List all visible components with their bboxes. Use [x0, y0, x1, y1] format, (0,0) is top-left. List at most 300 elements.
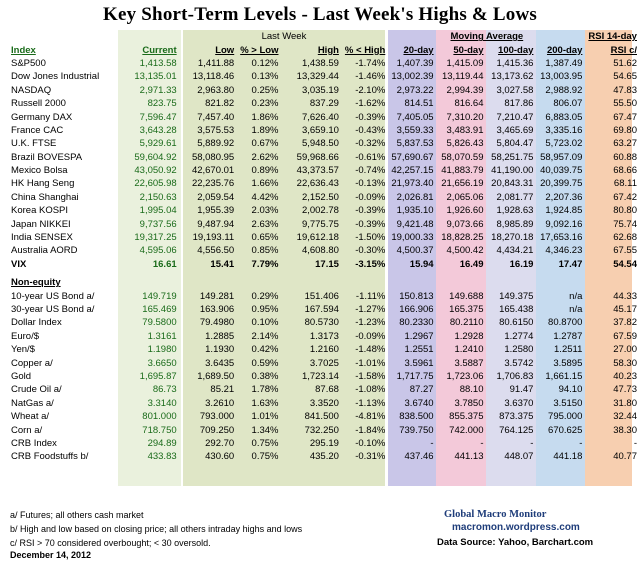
pct-above-low: 0.95% — [251, 304, 279, 315]
pct-below-high: -0.13% — [355, 178, 386, 190]
ma20-value: 3.5961 — [404, 357, 434, 369]
pct-above-low: 1.34% — [251, 424, 279, 436]
table-row — [8, 84, 640, 97]
ma20-value: 1,717.75 — [396, 370, 434, 382]
ma200-value: 6,883.05 — [545, 111, 583, 123]
current-value: 3.3140 — [147, 397, 177, 409]
ma100-value: 149.375 — [499, 290, 534, 302]
pct-above-low: 0.85% — [251, 245, 279, 257]
ma100-value: 1.2580 — [504, 344, 534, 356]
pct-above-low: 1.89% — [251, 124, 279, 136]
header-current: Current — [142, 44, 177, 56]
ma100-value: 1,415.36 — [496, 57, 534, 69]
ma20-value: 15.94 — [409, 258, 434, 270]
ma50-value: 18,828.25 — [441, 232, 484, 244]
ma200-value: 3,335.16 — [545, 124, 583, 136]
low-value: 4,556.50 — [197, 245, 235, 257]
current-value: 718.750 — [142, 424, 177, 436]
ma100-value: 8,985.89 — [496, 218, 534, 230]
ma100-value: 3,027.58 — [496, 84, 534, 96]
table-row — [8, 330, 640, 343]
low-value: 13,118.46 — [192, 71, 235, 83]
high-value: 3.7025 — [309, 357, 339, 369]
low-value: 5,889.92 — [197, 138, 235, 150]
index-name: Brazil BOVESPA — [11, 151, 83, 163]
high-value: 5,948.50 — [301, 138, 339, 150]
footnote-c: c/ RSI > 70 considered overbought; < 30 oversold. — [10, 538, 211, 548]
low-value: 3.6435 — [205, 357, 235, 369]
ma200-value: 17,653.16 — [540, 232, 583, 244]
pct-below-high: -1.27% — [355, 304, 386, 315]
ma200-value: 3.5150 — [553, 397, 583, 409]
footnote-b: b/ High and low based on closing price; all others intraday highs and lows — [10, 524, 303, 534]
index-name: Crude Oil a/ — [11, 384, 62, 396]
ma200-value: 795.000 — [548, 411, 583, 423]
current-value: 801.000 — [142, 411, 177, 423]
levels-table — [8, 30, 640, 464]
table-row — [8, 316, 640, 329]
ma50-value: 1.2928 — [454, 330, 484, 342]
ma200-value: 94.10 — [558, 384, 583, 396]
pct-below-high: -0.39% — [355, 218, 386, 230]
pct-above-low: 1.78% — [251, 384, 279, 396]
rsi-value: 47.83 — [613, 84, 637, 96]
ma100-value: 5,804.47 — [496, 138, 534, 150]
ma200-value: 1,661.15 — [545, 370, 583, 382]
current-value: 3,643.28 — [139, 124, 177, 136]
current-value: 149.719 — [142, 290, 177, 302]
table-row — [8, 124, 640, 137]
pct-above-low: 1.86% — [251, 111, 279, 123]
high-value: 2,152.50 — [301, 191, 339, 203]
pct-below-high: -4.81% — [355, 411, 386, 423]
pct-below-high: -1.74% — [355, 57, 386, 69]
ma50-value: 1,415.09 — [446, 57, 484, 69]
ma200-value: n/a — [569, 290, 583, 302]
ma50-value: 3.7850 — [454, 397, 484, 409]
header-high: High — [317, 44, 339, 56]
header-index: Index — [11, 44, 36, 56]
high-value: 3,035.19 — [301, 84, 339, 96]
ma20-value: 7,405.05 — [396, 111, 434, 123]
low-value: 7,457.40 — [197, 111, 235, 123]
index-name: U.K. FTSE — [11, 138, 57, 150]
pct-below-high: -0.39% — [355, 111, 386, 123]
low-value: 709.250 — [199, 424, 235, 436]
report-date: December 14, 2012 — [10, 550, 92, 560]
rsi-value: 37.82 — [613, 317, 637, 329]
low-value: 163.906 — [199, 304, 235, 315]
low-value: 430.60 — [205, 451, 235, 463]
rsi-value: 75.74 — [613, 218, 637, 230]
high-value: 4,608.80 — [301, 245, 339, 257]
high-value: 59,968.66 — [296, 151, 339, 163]
ma100-value: 448.07 — [504, 451, 534, 463]
ma50-value: 16.49 — [459, 258, 484, 270]
table-row — [8, 204, 640, 217]
pct-below-high: -0.09% — [355, 330, 386, 342]
current-value: 4,595.06 — [139, 245, 177, 257]
low-value: 3.2610 — [205, 397, 235, 409]
rsi-value: 68.11 — [613, 178, 637, 190]
table-row — [8, 151, 640, 164]
ma20-value: 57,690.67 — [391, 151, 434, 163]
ma20-value: 4,500.37 — [396, 245, 434, 257]
rsi-value: 60.88 — [613, 151, 637, 163]
pct-above-low: 0.12% — [251, 57, 279, 69]
ma100-value: 817.86 — [504, 98, 534, 110]
rsi-value: 44.33 — [613, 290, 637, 302]
high-value: 87.68 — [315, 384, 339, 396]
index-name: NatGas a/ — [11, 397, 54, 409]
low-value: 793.000 — [199, 411, 235, 423]
current-value: 9,737.56 — [139, 218, 177, 230]
ma200-value: 806.07 — [553, 98, 583, 110]
pct-above-low: 0.89% — [251, 165, 279, 177]
header-ma50: 50-day — [453, 44, 484, 56]
current-value: 1,695.87 — [139, 370, 177, 382]
low-value: 58,080.95 — [191, 151, 235, 163]
last-week-group-label: Last Week — [261, 31, 307, 43]
low-value: 2,059.54 — [197, 191, 235, 203]
brand-site: macromon.wordpress.com — [452, 522, 580, 533]
header-low: Low — [215, 44, 235, 56]
pct-below-high: -1.08% — [355, 384, 386, 396]
current-value: 165.469 — [142, 304, 177, 315]
pct-below-high: -0.31% — [355, 451, 386, 463]
vix-row — [8, 258, 640, 271]
table-row — [8, 177, 640, 190]
pct-above-low: 0.23% — [251, 98, 279, 110]
table-row — [8, 164, 640, 177]
index-name: Yen/$ — [11, 344, 35, 356]
high-value: 3,659.10 — [301, 124, 339, 136]
section-row — [8, 276, 640, 289]
ma100-value: 1.2774 — [504, 330, 534, 342]
current-value: 86.73 — [152, 384, 177, 396]
ma200-value: 4,346.23 — [545, 245, 583, 257]
ma100-value: 18,270.18 — [491, 232, 534, 244]
ma50-value: 2,994.39 — [446, 84, 484, 96]
ma20-value: - — [430, 437, 434, 449]
low-value: 1.2885 — [205, 330, 235, 342]
ma100-value: 3,465.69 — [496, 124, 534, 136]
rsi-value: 54.54 — [613, 258, 637, 270]
rsi-value: 67.47 — [613, 111, 637, 123]
ma200-value: 1.2511 — [554, 344, 583, 356]
ma200-value: 1,387.49 — [545, 57, 583, 69]
rsi-group-label: RSI 14-day — [588, 31, 637, 43]
index-name: HK Hang Seng — [11, 178, 75, 190]
index-name: Copper a/ — [11, 357, 53, 369]
table-row — [8, 410, 640, 423]
ma20-value: 80.2330 — [399, 317, 434, 329]
moving-average-group-label: Moving Average — [450, 31, 524, 43]
index-name: China Shanghai — [11, 191, 79, 203]
rsi-value: 38.30 — [613, 424, 637, 436]
index-name: Gold — [11, 370, 32, 382]
rsi-value: 54.65 — [613, 71, 637, 83]
ma50-value: 21,656.19 — [441, 178, 484, 190]
ma20-value: 1,935.10 — [396, 205, 434, 217]
ma100-value: 764.125 — [499, 424, 534, 436]
pct-above-low: 4.42% — [251, 191, 279, 203]
index-name: CRB Index — [11, 437, 57, 449]
pct-above-low: 1.63% — [251, 397, 279, 409]
high-value: 1.2160 — [309, 344, 339, 356]
current-value: 7,596.47 — [139, 111, 177, 123]
table-row — [8, 231, 640, 244]
high-value: 841.500 — [304, 411, 339, 423]
current-value: 59,604.92 — [134, 151, 177, 163]
ma100-value: 91.47 — [509, 384, 534, 396]
low-value: 821.82 — [205, 98, 235, 110]
ma20-value: 1.2551 — [404, 344, 434, 356]
rsi-value: 62.68 — [613, 232, 637, 244]
pct-below-high: -1.50% — [355, 232, 386, 244]
table-row — [8, 244, 640, 257]
ma20-value: 9,421.48 — [396, 218, 434, 230]
current-value: 16.61 — [152, 258, 177, 270]
rsi-value: 31.80 — [613, 397, 637, 409]
header-ma100: 100-day — [498, 44, 534, 56]
ma200-value: 17.47 — [558, 258, 583, 270]
ma200-value: 2,207.36 — [545, 191, 583, 203]
index-name: 10-year US Bond a/ — [11, 290, 95, 302]
ma50-value: 80.2110 — [449, 317, 484, 329]
pct-above-low: 2.62% — [251, 151, 279, 163]
low-value: 42,670.01 — [191, 165, 235, 177]
current-value: 1.3161 — [147, 330, 177, 342]
pct-below-high: -1.23% — [355, 317, 386, 329]
high-value: 19,612.18 — [296, 232, 339, 244]
ma100-value: 41,190.00 — [491, 165, 534, 177]
ma20-value: 21,973.40 — [391, 178, 434, 190]
rsi-value: 55.50 — [613, 98, 637, 110]
index-name: Australia AORD — [11, 245, 78, 257]
ma20-value: 739.750 — [399, 424, 434, 436]
pct-above-low: 2.63% — [251, 218, 279, 230]
pct-above-low: 1.01% — [251, 411, 279, 423]
ma20-value: 166.906 — [399, 304, 434, 315]
pct-below-high: -0.10% — [355, 437, 386, 449]
pct-below-high: -3.15% — [355, 258, 386, 270]
ma200-value: 40,039.75 — [540, 165, 583, 177]
ma200-value: 9,092.16 — [545, 218, 583, 230]
ma20-value: 838.500 — [399, 411, 434, 423]
table-row — [8, 97, 640, 110]
ma100-value: 20,843.31 — [491, 178, 534, 190]
ma100-value: 873.375 — [499, 411, 534, 423]
header-pct-low: % > Low — [240, 44, 279, 56]
pct-below-high: -0.30% — [355, 245, 386, 257]
ma100-value: 3.5742 — [504, 357, 534, 369]
ma200-value: 80.8700 — [548, 317, 583, 329]
rsi-value: 40.77 — [613, 451, 637, 463]
low-value: 1,689.50 — [197, 370, 235, 382]
ma200-value: n/a — [569, 304, 583, 315]
ma200-value: - — [579, 437, 583, 449]
ma50-value: 742.000 — [449, 424, 484, 436]
ma50-value: 7,310.20 — [446, 111, 484, 123]
pct-above-low: 0.75% — [251, 437, 279, 449]
non-equity-label: Non-equity — [11, 277, 61, 289]
index-name: Dollar Index — [11, 317, 62, 329]
current-value: 43,050.92 — [134, 165, 177, 177]
rsi-value: 80.80 — [613, 205, 637, 217]
pct-below-high: -0.09% — [355, 191, 386, 203]
table-row — [8, 343, 640, 356]
table-row — [8, 70, 640, 83]
ma100-value: 80.6150 — [499, 317, 534, 329]
pct-below-high: -2.10% — [355, 84, 386, 96]
ma20-value: 1.2967 — [404, 330, 434, 342]
pct-above-low: 0.42% — [251, 344, 279, 356]
pct-above-low: 7.79% — [251, 258, 279, 270]
current-value: 433.83 — [147, 451, 177, 463]
pct-below-high: -0.61% — [355, 151, 386, 163]
low-value: 1,955.39 — [197, 205, 235, 217]
table-row — [8, 110, 640, 123]
ma20-value: 3.6740 — [404, 397, 434, 409]
high-value: 1.3173 — [309, 330, 339, 342]
rsi-value: 32.44 — [613, 411, 637, 423]
pct-above-low: 0.59% — [251, 357, 279, 369]
ma50-value: 816.64 — [454, 98, 484, 110]
ma200-value: 5,723.02 — [545, 138, 583, 150]
index-name: Dow Jones Industrial — [11, 71, 100, 83]
ma100-value: - — [530, 437, 534, 449]
pct-below-high: -1.58% — [355, 370, 386, 382]
pct-below-high: -0.43% — [355, 124, 386, 136]
table-row — [8, 137, 640, 150]
low-value: 9,487.94 — [197, 218, 235, 230]
high-value: 435.20 — [309, 451, 339, 463]
table-row — [8, 423, 640, 436]
ma200-value: 1.2787 — [553, 330, 583, 342]
current-value: 294.89 — [147, 437, 177, 449]
high-value: 17.15 — [315, 258, 339, 270]
ma200-value: 2,988.92 — [545, 84, 583, 96]
index-name: 30-year US Bond a/ — [11, 304, 95, 315]
ma50-value: 5,826.43 — [446, 138, 484, 150]
index-name: Russell 2000 — [11, 98, 66, 110]
ma200-value: 1,924.85 — [545, 205, 583, 217]
pct-above-low: 2.14% — [251, 330, 279, 342]
index-name: India SENSEX — [11, 232, 73, 244]
current-value: 1,995.04 — [139, 205, 177, 217]
pct-below-high: -0.32% — [355, 138, 386, 150]
ma20-value: 2,973.22 — [396, 84, 434, 96]
ma200-value: 3.5895 — [553, 357, 583, 369]
index-name: France CAC — [11, 124, 64, 136]
rsi-value: 27.00 — [613, 344, 637, 356]
ma20-value: 437.46 — [404, 451, 434, 463]
low-value: 15.41 — [210, 258, 235, 270]
current-value: 823.75 — [147, 98, 177, 110]
rsi-value: - — [633, 437, 637, 449]
rsi-value: 68.66 — [613, 165, 637, 177]
ma50-value: 855.375 — [449, 411, 484, 423]
index-name: NASDAQ — [11, 84, 52, 96]
ma100-value: 1,928.63 — [496, 205, 534, 217]
ma50-value: 3,483.91 — [446, 124, 484, 136]
rsi-value: 67.42 — [613, 191, 637, 203]
ma200-value: 20,399.75 — [540, 178, 583, 190]
high-value: 1,723.14 — [301, 370, 339, 382]
low-value: 79.4980 — [199, 317, 235, 329]
low-value: 1,411.88 — [197, 57, 235, 69]
pct-below-high: -1.48% — [355, 344, 386, 356]
brand-name: Global Macro Monitor — [444, 509, 547, 520]
low-value: 85.21 — [210, 384, 235, 396]
current-value: 19,317.25 — [134, 232, 177, 244]
index-name: Germany DAX — [11, 111, 73, 123]
high-value: 295.19 — [309, 437, 339, 449]
current-value: 2,971.33 — [139, 84, 177, 96]
current-value: 79.5800 — [142, 317, 177, 329]
ma100-value: 58,251.75 — [491, 151, 534, 163]
ma50-value: 88.10 — [459, 384, 484, 396]
ma100-value: 7,210.47 — [496, 111, 534, 123]
ma50-value: 1.2410 — [454, 344, 484, 356]
index-name: Mexico Bolsa — [11, 165, 68, 177]
rsi-value: 69.80 — [613, 124, 637, 136]
ma20-value: 2,026.81 — [396, 191, 434, 203]
table-row — [8, 303, 640, 316]
header-ma200: 200-day — [546, 44, 583, 56]
ma100-value: 13,173.62 — [491, 71, 534, 83]
pct-above-low: 0.38% — [251, 370, 279, 382]
ma20-value: 19,000.33 — [391, 232, 434, 244]
ma20-value: 5,837.53 — [396, 138, 434, 150]
ma20-value: 87.27 — [409, 384, 434, 396]
rsi-value: 45.17 — [613, 304, 637, 315]
ma50-value: 41,883.79 — [441, 165, 484, 177]
ma200-value: 13,003.95 — [540, 71, 583, 83]
index-name: VIX — [11, 258, 27, 270]
table-row — [8, 437, 640, 450]
pct-above-low: 0.75% — [251, 451, 279, 463]
footnote-a: a/ Futures; all others cash market — [10, 510, 144, 520]
ma50-value: - — [480, 437, 484, 449]
high-value: 3.3520 — [309, 397, 339, 409]
index-name: CRB Foodstuffs b/ — [11, 451, 89, 463]
ma200-value: 58,957.09 — [540, 151, 583, 163]
current-value: 2,150.63 — [139, 191, 177, 203]
high-value: 2,002.78 — [301, 205, 339, 217]
low-value: 22,235.76 — [191, 178, 235, 190]
column-header-row — [8, 43, 640, 56]
table-row — [8, 289, 640, 302]
rsi-value: 47.73 — [613, 384, 637, 396]
table-row — [8, 370, 640, 383]
ma100-value: 2,081.77 — [496, 191, 534, 203]
rsi-value: 58.30 — [613, 357, 637, 369]
high-value: 22,636.43 — [296, 178, 339, 190]
pct-below-high: -1.84% — [355, 424, 386, 436]
ma20-value: 42,257.15 — [391, 165, 434, 177]
pct-below-high: -0.74% — [355, 165, 386, 177]
ma50-value: 1,723.06 — [446, 370, 484, 382]
ma20-value: 1,407.39 — [396, 57, 434, 69]
pct-below-high: -1.46% — [355, 71, 386, 83]
pct-above-low: 0.29% — [251, 290, 279, 302]
rsi-value: 40.23 — [613, 370, 637, 382]
group-header-row — [8, 30, 640, 43]
high-value: 7,626.40 — [301, 111, 339, 123]
pct-above-low: 2.03% — [251, 205, 279, 217]
